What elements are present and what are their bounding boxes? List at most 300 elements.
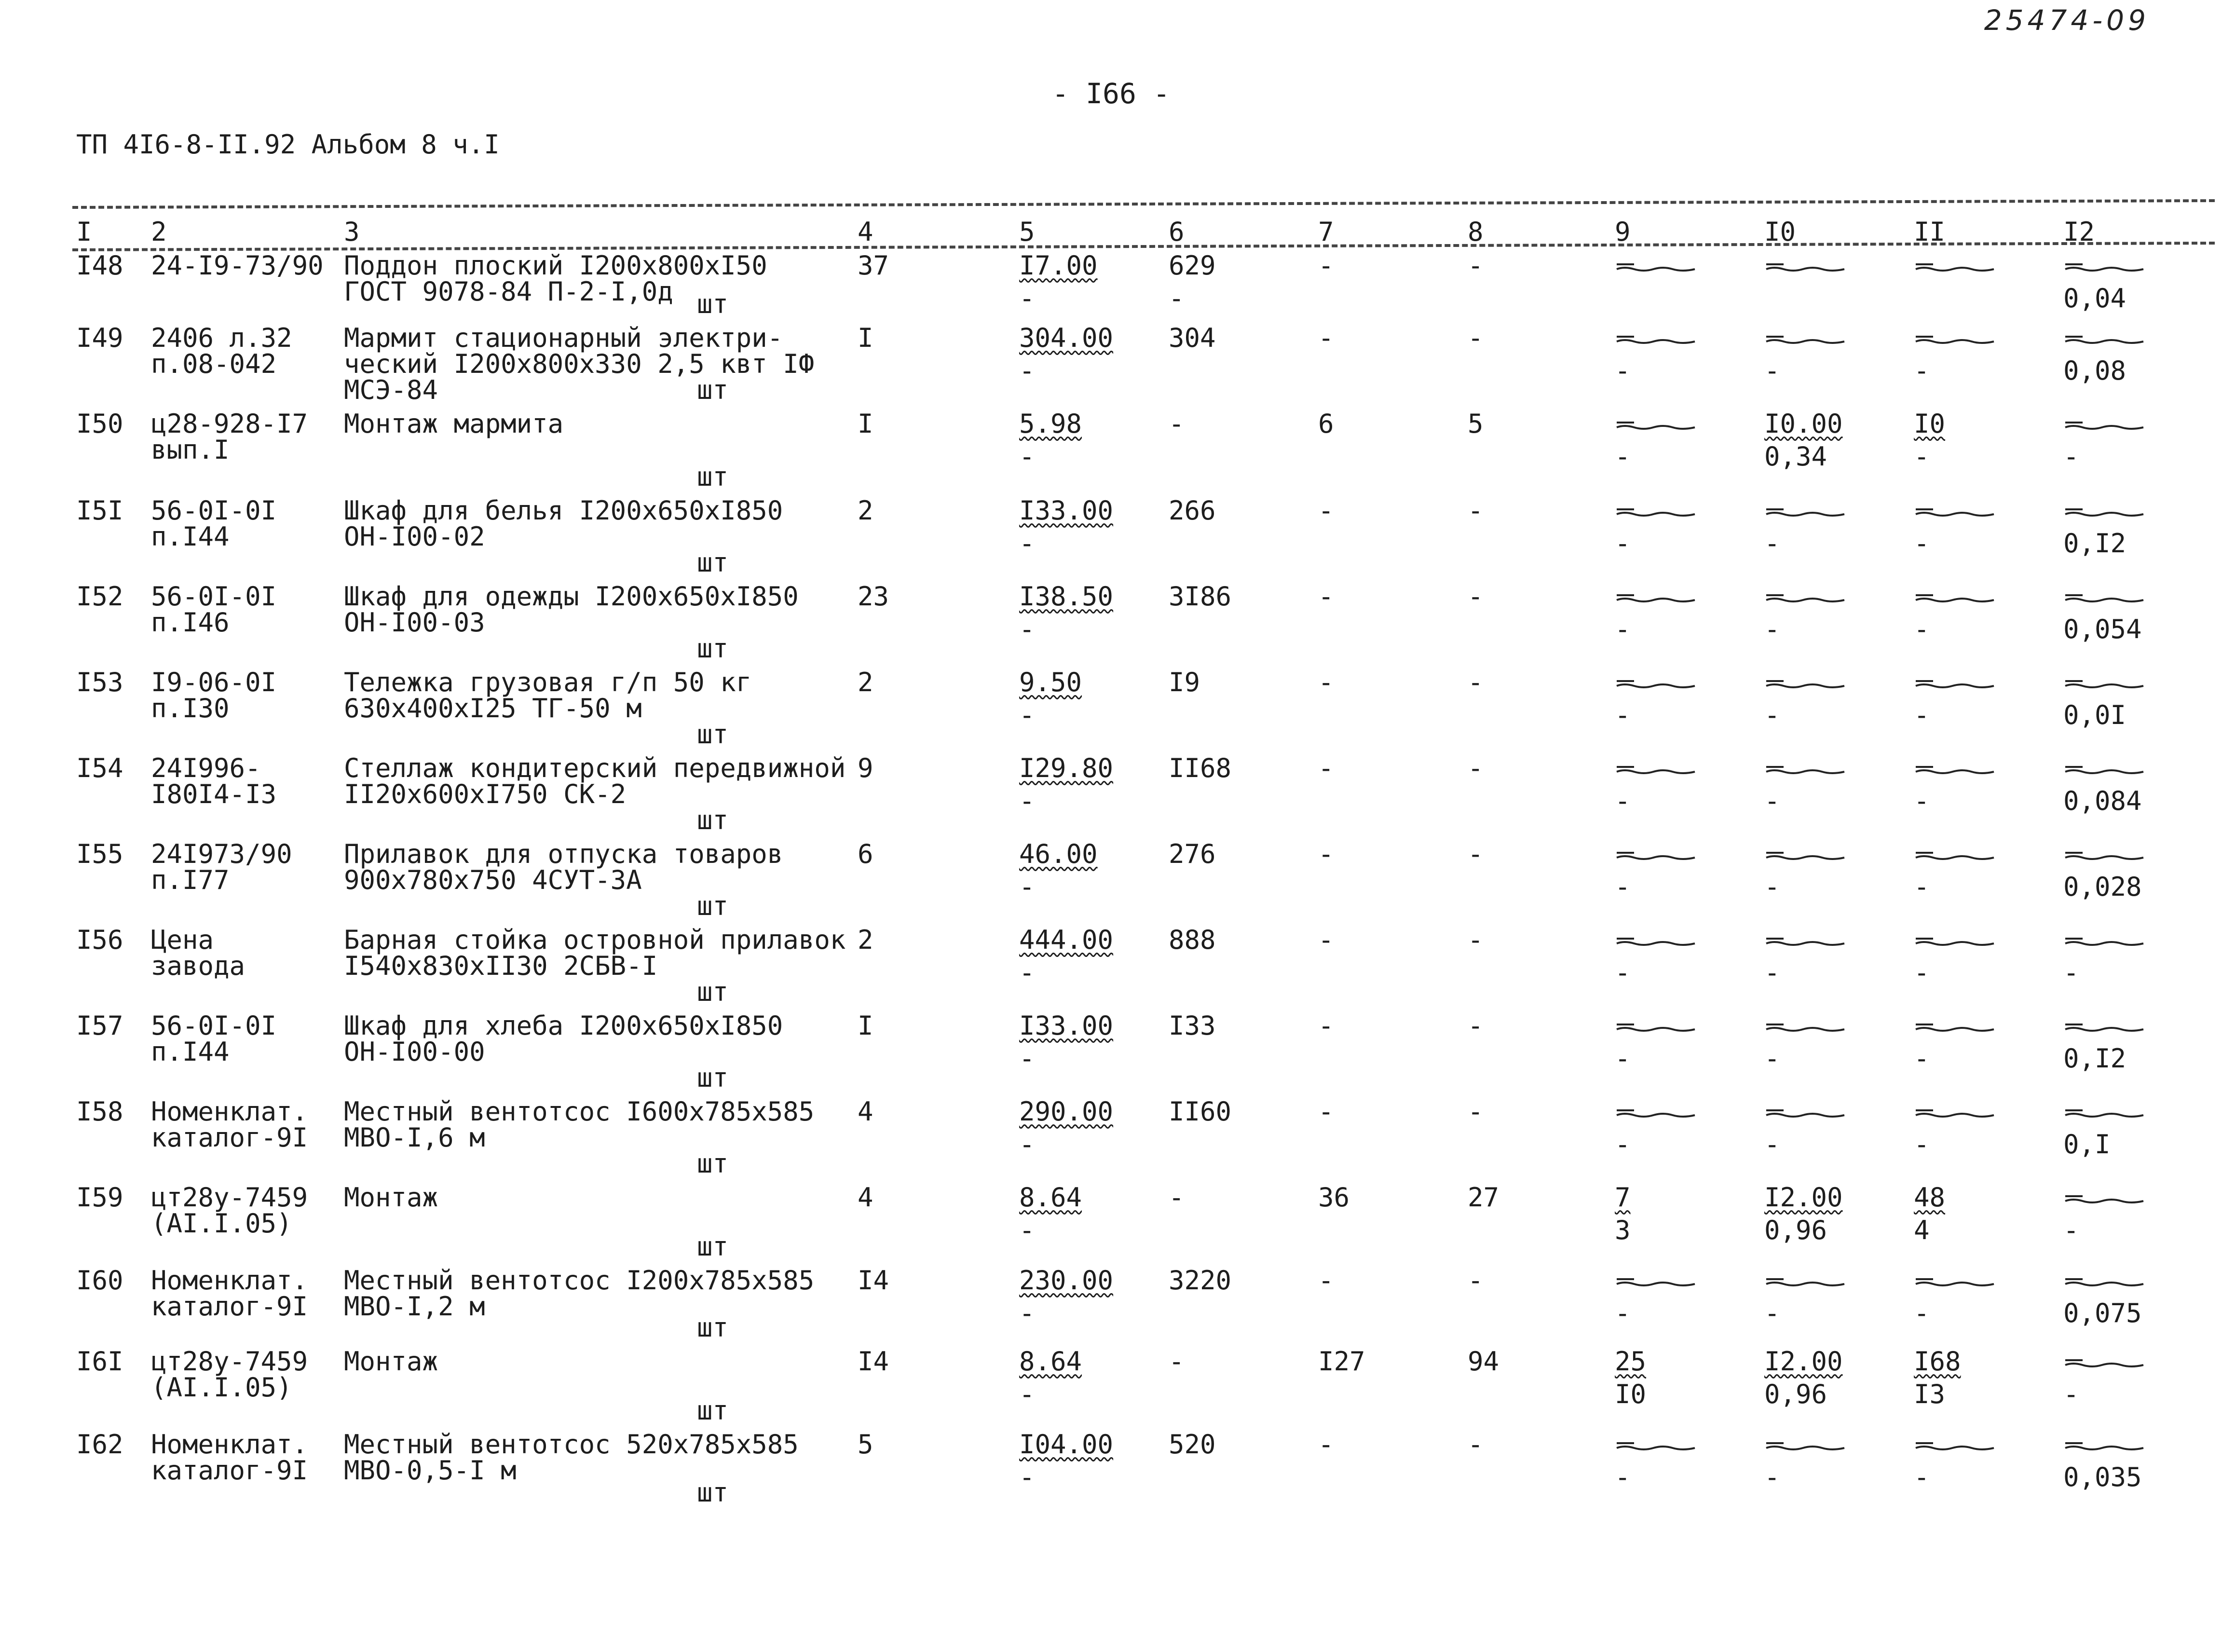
- unit-price-sub: -: [1019, 786, 1035, 816]
- squiggle-mark: [1764, 1021, 1846, 1034]
- total-cost-sub: [1169, 1046, 1314, 1072]
- column-10-top: [1764, 498, 1910, 524]
- column-11-bottom: -: [1914, 786, 1930, 816]
- column-8-cell: [1464, 1341, 1611, 1424]
- column-8-value: -: [1468, 1265, 1484, 1296]
- column-11-cell: [1910, 1341, 2059, 1424]
- column-10-cell: [1760, 245, 1910, 317]
- column-12-bottom: 0,I: [2063, 1129, 2111, 1160]
- unit-price-cell: [1015, 576, 1165, 662]
- column-10-cell: [1760, 317, 1910, 403]
- squiggle-mark: [1764, 333, 1846, 346]
- squiggle-mark: [2063, 1439, 2145, 1453]
- item-name-cell: [340, 1424, 854, 1506]
- column-9-bottom: -: [1615, 614, 1631, 644]
- table-row: [72, 748, 2219, 833]
- table-row: [72, 317, 2219, 403]
- unit-price-cell: [1015, 317, 1165, 403]
- reference-code-line: п.I44: [151, 521, 230, 552]
- column-11-bottom: -: [1914, 957, 1930, 988]
- column-8-cell: [1464, 1091, 1611, 1177]
- unit-price-cell: [1015, 1091, 1165, 1177]
- column-11-top: I68: [1914, 1346, 1961, 1377]
- table-row: [72, 1424, 2219, 1506]
- column-9-top: [1615, 584, 1760, 610]
- total-cost-value: I33: [1169, 1010, 1216, 1041]
- squiggle-mark: [1914, 1021, 1996, 1034]
- column-8-cell: [1464, 1005, 1611, 1091]
- column-10-cell: [1760, 1005, 1910, 1091]
- row-number-cell: [72, 245, 147, 317]
- item-name-line: Прилавок для отпуска товаров: [344, 839, 783, 869]
- column-12-bottom: 0,035: [2063, 1462, 2142, 1492]
- unit-label: шт: [697, 1395, 729, 1426]
- item-name-line: Стеллаж кондитерский передвижной: [344, 753, 846, 783]
- column-11-cell: [1910, 1424, 2059, 1506]
- squiggle-mark: [2063, 1021, 2145, 1034]
- row-number-cell: [72, 1424, 147, 1506]
- unit-price-sub: -: [1019, 1043, 1035, 1074]
- column-7-value: -: [1318, 1096, 1334, 1127]
- total-cost-value: -: [1169, 409, 1185, 439]
- column-11-bottom: -: [1914, 355, 1930, 386]
- unit-price-sub: -: [1019, 700, 1035, 730]
- reference-code-cell: [147, 833, 340, 919]
- squiggle-mark: [1914, 935, 1996, 948]
- squiggle-mark: [1615, 1021, 1697, 1034]
- column-12-top: [2063, 325, 2219, 351]
- item-name-line: Барная стойка островной прилавок: [344, 925, 846, 955]
- column-8-cell: [1464, 1177, 1611, 1260]
- column-7-value: 6: [1318, 409, 1334, 439]
- column-11-top: [1914, 755, 2059, 781]
- column-header: II: [1914, 217, 1946, 247]
- column-11-cell: [1910, 403, 2059, 490]
- quantity-cell: [854, 245, 1015, 317]
- column-9-bottom: -: [1615, 528, 1631, 559]
- total-cost-value: 520: [1169, 1429, 1216, 1460]
- unit-label: шт: [697, 1312, 729, 1343]
- column-12-top: [2063, 253, 2219, 279]
- column-9-bottom: -: [1615, 441, 1631, 472]
- column-10-bottom: 0,96: [1764, 1379, 1827, 1409]
- column-header: I2: [2063, 217, 2095, 247]
- unit-label: шт: [697, 1231, 729, 1262]
- squiggle-mark: [1764, 591, 1846, 605]
- row-number: I6I: [76, 1346, 123, 1377]
- squiggle-mark: [1764, 763, 1846, 777]
- total-cost-value: -: [1169, 1182, 1185, 1213]
- total-cost-sub: [1169, 358, 1314, 384]
- column-12-top: [2063, 841, 2219, 867]
- total-cost-value: 3220: [1169, 1265, 1232, 1296]
- column-9-cell: [1611, 1341, 1760, 1424]
- squiggle-mark: [1914, 333, 1996, 346]
- unit-price-value: I33.00: [1019, 1010, 1114, 1041]
- item-name-cell: [340, 576, 854, 662]
- squiggle-mark: [1914, 763, 1996, 777]
- column-7-value: -: [1318, 839, 1334, 869]
- column-8-cell: [1464, 833, 1611, 919]
- reference-code-line: 56-0I-0I: [151, 1010, 277, 1041]
- unit-label: шт: [697, 1148, 729, 1179]
- total-cost-cell: [1165, 317, 1314, 403]
- quantity-value: 4: [858, 1096, 873, 1127]
- column-7-value: -: [1318, 1429, 1334, 1460]
- column-header: 5: [1019, 217, 1035, 247]
- total-cost-cell: [1165, 1424, 1314, 1506]
- total-cost-sub: [1169, 1132, 1314, 1158]
- column-10-bottom: -: [1764, 1462, 1780, 1492]
- quantity-cell: [854, 1341, 1015, 1424]
- table-row: [72, 1341, 2219, 1424]
- column-8-cell: [1464, 1260, 1611, 1341]
- column-12-top: [2063, 1268, 2219, 1294]
- total-cost-value: II60: [1169, 1096, 1232, 1127]
- total-cost-cell: [1165, 748, 1314, 833]
- item-name-line: Тележка грузовая г/п 50 кг: [344, 667, 752, 697]
- total-cost-cell: [1165, 1005, 1314, 1091]
- column-10-top: I0.00: [1764, 409, 1843, 439]
- column-7-cell: [1314, 662, 1464, 748]
- column-11-cell: [1910, 1260, 2059, 1341]
- reference-code-line: п.I44: [151, 1037, 230, 1067]
- squiggle-mark: [1615, 1275, 1697, 1289]
- item-name-line: Монтаж: [344, 1346, 438, 1377]
- total-cost-cell: [1165, 1177, 1314, 1260]
- total-cost-value: II68: [1169, 753, 1232, 783]
- column-11-cell: [1910, 317, 2059, 403]
- item-name-line: ОН-I00-03: [344, 607, 485, 638]
- row-number: I57: [76, 1010, 123, 1041]
- column-10-bottom: -: [1764, 1129, 1780, 1160]
- total-cost-sub: [1169, 960, 1314, 986]
- column-7-value: -: [1318, 250, 1334, 281]
- column-9-bottom: -: [1615, 700, 1631, 730]
- column-12-cell: [2059, 833, 2219, 919]
- squiggle-mark: [1615, 849, 1697, 862]
- total-cost-sub: [1169, 616, 1314, 642]
- squiggle-mark: [1764, 1275, 1846, 1289]
- quantity-value: I: [858, 323, 873, 353]
- unit-price-sub: -: [1019, 283, 1035, 314]
- column-8-cell: [1464, 748, 1611, 833]
- quantity-cell: [854, 1177, 1015, 1260]
- column-12-top: [2063, 1185, 2219, 1211]
- row-number-cell: [72, 748, 147, 833]
- reference-code-line: п.08-042: [151, 349, 277, 379]
- squiggle-mark: [2063, 1192, 2145, 1206]
- column-10-top: [1764, 755, 1910, 781]
- column-10-bottom: 0,96: [1764, 1215, 1827, 1245]
- column-10-bottom: -: [1764, 528, 1780, 559]
- column-header: 8: [1468, 217, 1484, 247]
- unit-label: шт: [697, 1477, 729, 1508]
- column-12-top: [2063, 1099, 2219, 1125]
- row-number-cell: [72, 490, 147, 576]
- table-row: [72, 1177, 2219, 1260]
- unit-price-cell: [1015, 748, 1165, 833]
- column-7-cell: [1314, 490, 1464, 576]
- column-7-cell: [1314, 245, 1464, 317]
- quantity-value: 5: [858, 1429, 873, 1460]
- column-9-top: [1615, 1432, 1760, 1458]
- quantity-cell: [854, 1005, 1015, 1091]
- row-number: I50: [76, 409, 123, 439]
- unit-label: шт: [697, 375, 729, 405]
- column-header: 2: [151, 217, 167, 247]
- column-10-top: [1764, 325, 1910, 351]
- reference-code-line: цт28у-7459: [151, 1182, 308, 1213]
- quantity-cell: [854, 833, 1015, 919]
- unit-price-value: 230.00: [1019, 1265, 1114, 1296]
- column-12-cell: [2059, 1005, 2219, 1091]
- total-cost-value: 629: [1169, 250, 1216, 281]
- column-11-bottom: -: [1914, 528, 1930, 559]
- column-10-top: I2.00: [1764, 1182, 1843, 1213]
- unit-price-sub: -: [1019, 441, 1035, 472]
- row-number-cell: [72, 576, 147, 662]
- squiggle-mark: [2063, 419, 2145, 432]
- squiggle-mark: [2063, 763, 2145, 777]
- squiggle-mark: [1914, 260, 1996, 274]
- row-number-cell: [72, 919, 147, 1005]
- row-number-cell: [72, 403, 147, 490]
- squiggle-mark: [2063, 1275, 2145, 1289]
- column-12-cell: [2059, 1260, 2219, 1341]
- column-11-cell: [1910, 748, 2059, 833]
- column-11-bottom: -: [1914, 1129, 1930, 1160]
- unit-label: шт: [697, 1063, 729, 1093]
- column-12-cell: [2059, 1091, 2219, 1177]
- column-10-bottom: -: [1764, 957, 1780, 988]
- column-10-bottom: -: [1764, 786, 1780, 816]
- column-9-cell: [1611, 490, 1760, 576]
- column-9-bottom: -: [1615, 1129, 1631, 1160]
- total-cost-cell: [1165, 490, 1314, 576]
- column-10-cell: [1760, 833, 1910, 919]
- quantity-cell: [854, 403, 1015, 490]
- quantity-cell: [854, 1424, 1015, 1506]
- reference-code-line: п.I46: [151, 607, 230, 638]
- column-12-top: [2063, 927, 2219, 953]
- item-name-line: Местный вентотсос 520x785x585: [344, 1429, 799, 1460]
- item-name-line: ческий I200x800x330 2,5 квт IФ: [344, 349, 815, 379]
- row-number: I59: [76, 1182, 123, 1213]
- squiggle-mark: [2063, 677, 2145, 691]
- column-8-value: -: [1468, 1429, 1484, 1460]
- column-10-top: [1764, 253, 1910, 279]
- column-9-top: [1615, 1013, 1760, 1039]
- squiggle-mark: [1914, 505, 1996, 519]
- page-number: - I66 -: [1052, 77, 1170, 110]
- column-10-top: [1764, 1268, 1910, 1294]
- column-12-bottom: 0,075: [2063, 1298, 2142, 1328]
- total-cost-value: 304: [1169, 323, 1216, 353]
- column-11-bottom: -: [1914, 700, 1930, 730]
- column-8-cell: [1464, 662, 1611, 748]
- column-9-top: [1615, 755, 1760, 781]
- unit-label: шт: [697, 289, 729, 319]
- item-name-line: ГОСТ 9078-84 П-2-I,0д: [344, 276, 673, 307]
- column-10-top: [1764, 841, 1910, 867]
- row-number: I52: [76, 581, 123, 612]
- squiggle-mark: [1914, 849, 1996, 862]
- item-name-line: МВО-I,6 м: [344, 1122, 485, 1153]
- column-11-bottom: -: [1914, 1462, 1930, 1492]
- column-9-cell: [1611, 403, 1760, 490]
- unit-price-value: 8.64: [1019, 1182, 1082, 1213]
- squiggle-mark: [2063, 333, 2145, 346]
- row-number: I62: [76, 1429, 123, 1460]
- column-11-bottom: -: [1914, 1043, 1930, 1074]
- column-12-bottom: 0,I2: [2063, 1043, 2127, 1074]
- table-row: [72, 403, 2219, 490]
- reference-code-line: 24I973/90: [151, 839, 292, 869]
- item-name-cell: [340, 1260, 854, 1341]
- row-number-cell: [72, 1260, 147, 1341]
- column-11-top: [1914, 1013, 2059, 1039]
- unit-price-value: I33.00: [1019, 495, 1114, 526]
- column-8-value: -: [1468, 1010, 1484, 1041]
- column-11-top: [1914, 584, 2059, 610]
- quantity-cell: [854, 1260, 1015, 1341]
- column-12-cell: [2059, 576, 2219, 662]
- table-row: [72, 1091, 2219, 1177]
- unit-price-value: 444.00: [1019, 925, 1114, 955]
- unit-price-value: 8.64: [1019, 1346, 1082, 1377]
- column-9-top: [1615, 498, 1760, 524]
- column-7-value: 36: [1318, 1182, 1350, 1213]
- column-7-cell: [1314, 833, 1464, 919]
- unit-price-cell: [1015, 1177, 1165, 1260]
- column-12-bottom: 0,0I: [2063, 700, 2127, 730]
- item-name-line: МВО-I,2 м: [344, 1291, 485, 1322]
- column-8-value: 27: [1468, 1182, 1500, 1213]
- unit-price-sub: -: [1019, 1379, 1035, 1409]
- item-name-line: Монтаж: [344, 1182, 438, 1213]
- unit-price-cell: [1015, 245, 1165, 317]
- column-8-cell: [1464, 490, 1611, 576]
- squiggle-mark: [1615, 1439, 1697, 1453]
- column-12-bottom: 0,084: [2063, 786, 2142, 816]
- column-11-bottom: -: [1914, 614, 1930, 644]
- item-name-cell: [340, 833, 854, 919]
- column-8-cell: [1464, 317, 1611, 403]
- column-12-bottom: -: [2063, 1379, 2079, 1409]
- column-9-bottom: -: [1615, 355, 1631, 386]
- item-name-line: МСЭ-84: [344, 375, 438, 405]
- column-9-cell: [1611, 1424, 1760, 1506]
- column-12-cell: [2059, 1177, 2219, 1260]
- total-cost-sub: [1169, 444, 1314, 470]
- column-7-cell: [1314, 576, 1464, 662]
- column-9-cell: [1611, 1091, 1760, 1177]
- column-7-value: -: [1318, 323, 1334, 353]
- quantity-value: 9: [858, 753, 873, 783]
- column-12-cell: [2059, 403, 2219, 490]
- reference-code-cell: [147, 662, 340, 748]
- row-number: I5I: [76, 495, 123, 526]
- item-name-line: Местный вентотсос I200x785x585: [344, 1265, 815, 1296]
- column-9-top: 7: [1615, 1182, 1631, 1213]
- item-name-cell: [340, 317, 854, 403]
- unit-label: шт: [697, 977, 729, 1007]
- reference-code-line: 24I996-: [151, 753, 261, 783]
- quantity-value: 6: [858, 839, 873, 869]
- reference-code-line: каталог-9I: [151, 1122, 308, 1153]
- reference-code-line: завода: [151, 951, 245, 981]
- column-header: I: [76, 217, 92, 247]
- squiggle-mark: [2063, 260, 2145, 274]
- row-number-cell: [72, 317, 147, 403]
- reference-code-cell: [147, 1091, 340, 1177]
- total-cost-sub: [1169, 1381, 1314, 1407]
- total-cost-sub: -: [1169, 283, 1185, 314]
- column-11-top: 48: [1914, 1182, 1946, 1213]
- reference-code-cell: [147, 1005, 340, 1091]
- column-8-value: -: [1468, 753, 1484, 783]
- unit-price-sub: -: [1019, 1462, 1035, 1492]
- column-10-bottom: -: [1764, 1298, 1780, 1328]
- reference-code-cell: [147, 403, 340, 490]
- quantity-value: 23: [858, 581, 889, 612]
- row-number: I58: [76, 1096, 123, 1127]
- squiggle-mark: [2063, 849, 2145, 862]
- column-7-cell: [1314, 919, 1464, 1005]
- item-name-line: Монтаж мармита: [344, 409, 564, 439]
- column-11-cell: [1910, 1005, 2059, 1091]
- column-12-cell: [2059, 245, 2219, 317]
- column-9-top: 25: [1615, 1346, 1647, 1377]
- item-name-line: МВО-0,5-I м: [344, 1455, 517, 1486]
- unit-label: шт: [697, 719, 729, 750]
- column-12-top: [2063, 584, 2219, 610]
- column-11-cell: [1910, 833, 2059, 919]
- row-number-cell: [72, 833, 147, 919]
- column-12-bottom: 0,I2: [2063, 528, 2127, 559]
- column-8-cell: [1464, 403, 1611, 490]
- unit-price-cell: [1015, 919, 1165, 1005]
- column-9-top: [1615, 927, 1760, 953]
- column-9-top: [1615, 1268, 1760, 1294]
- reference-code-line: I9-06-0I: [151, 667, 277, 697]
- column-10-cell: [1760, 1260, 1910, 1341]
- total-cost-cell: [1165, 919, 1314, 1005]
- column-10-cell: [1760, 1341, 1910, 1424]
- column-10-top: [1764, 669, 1910, 696]
- reference-code-line: 24-I9-73/90: [151, 250, 324, 281]
- column-8-cell: [1464, 1424, 1611, 1506]
- column-12-top: [2063, 1349, 2219, 1375]
- reference-code-line: п.I77: [151, 865, 230, 895]
- item-name-line: Шкаф для хлеба I200x650xI850: [344, 1010, 783, 1041]
- unit-label: шт: [697, 462, 729, 492]
- item-name-line: ОН-I00-00: [344, 1037, 485, 1067]
- specification-table: [72, 211, 2219, 1506]
- unit-price-value: 46.00: [1019, 839, 1098, 869]
- column-10-top: [1764, 584, 1910, 610]
- row-number: I53: [76, 667, 123, 697]
- column-9-cell: [1611, 662, 1760, 748]
- column-12-bottom: 0,04: [2063, 283, 2127, 314]
- column-12-cell: [2059, 1341, 2219, 1424]
- column-10-top: I2.00: [1764, 1346, 1843, 1377]
- column-11-top: [1914, 325, 2059, 351]
- column-10-cell: [1760, 919, 1910, 1005]
- column-10-top: [1764, 1013, 1910, 1039]
- unit-price-cell: [1015, 1424, 1165, 1506]
